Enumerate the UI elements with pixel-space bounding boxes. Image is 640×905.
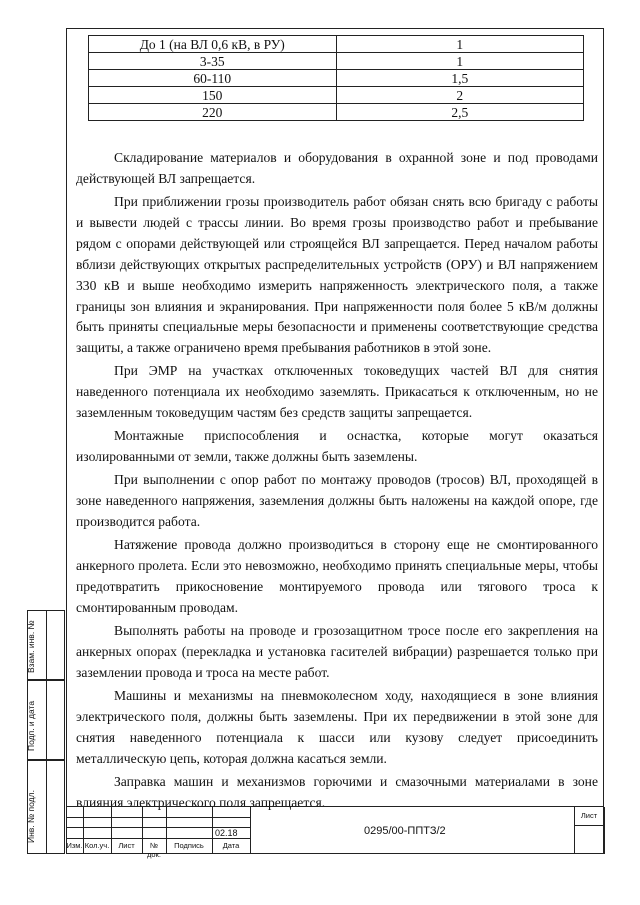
voltage-cell: 60-110 xyxy=(89,70,337,87)
header-data: Дата xyxy=(222,841,240,850)
distance-cell: 1 xyxy=(336,36,584,53)
paragraph: Натяжение провода должно производиться в сторону еще не смонтированного анкерного пролета. Если это невозможно, необходимо принять специальные меры, чтобы предотвратить прикосновение монтируемого провода или тягового троса к смонтированным проводам. xyxy=(76,537,598,615)
paragraph: Машины и механизмы на пневмоколесном ходу, находящиеся в зоне влияния электрического поля, должны быть заземлены. При их передвижении в этой зоне для снятия наведенного потенциала к шасси или кузову следует присоединить металлическую цепь, которая должна касаться земли. xyxy=(76,687,598,766)
header-izm: Изм. xyxy=(66,841,83,850)
side-stamp-vzam xyxy=(27,610,65,680)
paragraph: При приближении грозы производитель работ обязан снять всю бригаду с работы и вывести людей с трассы линии. Во время грозы производство работ и пребывание рядом с опорами действующей или строящейся ВЛ запрещается. Перед началом работы вблизи действующих открытых распределительных устройств (ОРУ) и ВЛ напряжением 330 кВ и выше необходимо измерить напряженность электрического поля, а также границы зон влияния и экранирования. При напряженности поля более 5 кВ/м должны быть приняты специальные меры безопасности и применены соответствующие средства защиты, а также ограничено время пребывания работников в этой зоне. xyxy=(76,194,598,356)
sheet-label: Лист xyxy=(580,811,598,820)
header-list: Лист xyxy=(118,841,135,850)
paragraph: Выполнять работы на проводе и грозозащитном тросе после его закрепления на анкерных опорах (перекладка и установка гасителей вибрации) разрешается только при заземлении провода и троса на месте работ. xyxy=(76,623,598,680)
voltage-cell: До 1 (на ВЛ 0,6 кВ, в РУ) xyxy=(89,36,337,53)
header-kol-uch: Кол.уч. xyxy=(84,841,110,850)
paragraph: При ЭМР на участках отключенных токоведущих частей ВЛ для снятия наведенного потенциала их необходимо заземлять. Прикасаться к отключенным, но не заземленным токоведущим частям без средств защиты запрещается. xyxy=(76,363,598,421)
table-row xyxy=(89,36,584,53)
paragraph: При выполнении с опор работ по монтажу проводов (тросов) ВЛ, проходящей в зоне наведенного напряжения, заземления должны быть наложены на каждой опоре, где производится работа. xyxy=(76,472,598,530)
voltage-cell: 220 xyxy=(89,104,337,121)
side-stamp-inv xyxy=(27,760,65,854)
distance-cell: 1 xyxy=(336,53,584,70)
date-value: 02.18 xyxy=(215,828,238,838)
table-row xyxy=(89,53,584,70)
distance-cell: 1,5 xyxy=(336,70,584,87)
side-stamp-podp xyxy=(27,680,65,760)
header-podpis: Подпись xyxy=(174,841,204,850)
table-row xyxy=(89,104,584,121)
paragraph: Складирование материалов и оборудования в охранной зоне и под проводами действующей ВЛ запрещается. xyxy=(76,150,598,186)
header-n-dok: № док. xyxy=(147,841,161,859)
voltage-distance-table xyxy=(88,35,584,121)
voltage-cell: 3-35 xyxy=(89,53,337,70)
paragraph: Монтажные приспособления и оснастка, которые могут оказаться изолированными от земли, также должны быть заземлены. xyxy=(76,428,598,465)
distance-cell: 2 xyxy=(336,87,584,104)
title-block xyxy=(66,806,604,859)
document-code: 0295/00-ППТЗ/2 xyxy=(364,825,446,837)
document-body xyxy=(76,148,598,816)
distance-cell: 2,5 xyxy=(336,104,584,121)
table-row xyxy=(89,87,584,104)
voltage-cell: 150 xyxy=(89,87,337,104)
paragraph: Заправка машин и механизмов горючими и смазочными материалами в зоне влияния электрического поля запрещается. xyxy=(76,773,598,810)
table-row xyxy=(89,70,584,87)
side-label-vzam: Взам. инв. № xyxy=(26,620,36,673)
side-label-inv: Инв. № подл. xyxy=(26,790,36,843)
side-label-podp: Подп. и дата xyxy=(26,700,36,751)
